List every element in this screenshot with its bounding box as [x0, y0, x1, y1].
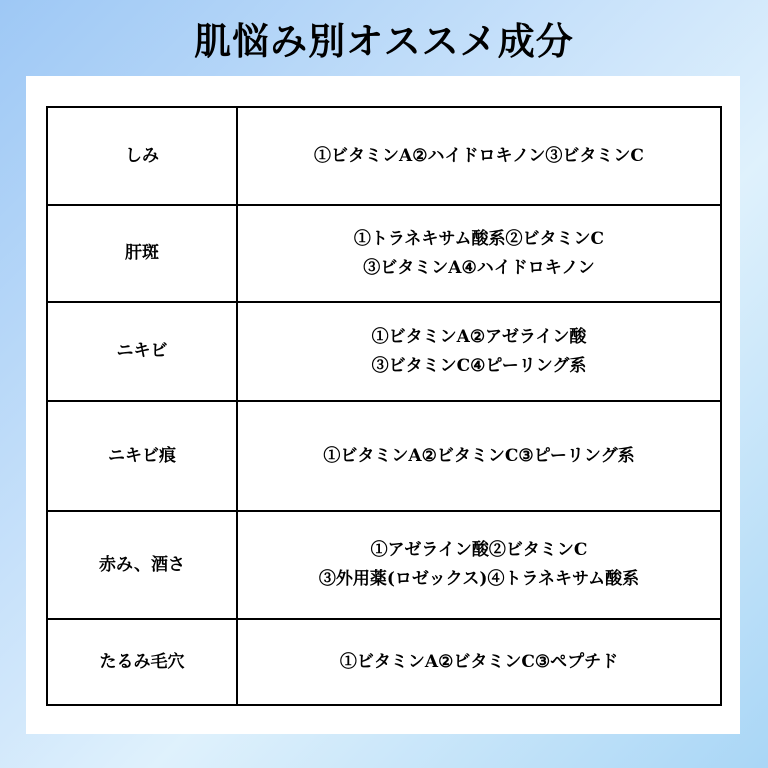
- table-row: [47, 302, 721, 401]
- table-row: [47, 107, 721, 205]
- concern-cell: 赤み、酒さ: [47, 511, 237, 619]
- ingredients-cell: [237, 205, 721, 302]
- ingredient-line: ①アゼライン酸②ビタミンC: [370, 540, 588, 560]
- concern-cell: ニキビ痕: [47, 401, 237, 511]
- ingredients-cell: [237, 619, 721, 705]
- concern-cell: 肝斑: [47, 205, 237, 302]
- ingredients-cell: [237, 107, 721, 205]
- page-title: 肌悩み別オススメ成分: [194, 20, 574, 63]
- ingredients-cell: [237, 302, 721, 401]
- table-row: [47, 205, 721, 302]
- table-row: [47, 401, 721, 511]
- concern-cell: ニキビ: [47, 302, 237, 401]
- ingredient-line: ①ビタミンA②ビタミンC③ペプチド: [339, 651, 619, 672]
- ingredient-line: ③ビタミンC④ピーリング系: [371, 355, 587, 376]
- concern-cell: しみ: [47, 107, 237, 205]
- ingredients-cell: [237, 401, 721, 511]
- table-row: [47, 619, 721, 705]
- ingredients-cell: [237, 511, 721, 619]
- ingredient-table: [46, 106, 722, 706]
- ingredient-line: ①ビタミンA②アゼライン酸: [371, 326, 587, 347]
- concern-cell: たるみ毛穴: [47, 619, 237, 705]
- ingredient-line: ③ビタミンA④ハイドロキノン: [363, 257, 595, 278]
- ingredient-line: ③外用薬(ロゼックス)④トラネキサム酸系: [318, 569, 640, 589]
- table-row: [47, 511, 721, 619]
- ingredient-line: ①ビタミンA②ビタミンC③ピーリング系: [323, 445, 635, 466]
- ingredient-line: ①ビタミンA②ハイドロキノン③ビタミンC: [314, 145, 644, 166]
- ingredient-line: ①トラネキサム酸系②ビタミンC: [353, 228, 605, 249]
